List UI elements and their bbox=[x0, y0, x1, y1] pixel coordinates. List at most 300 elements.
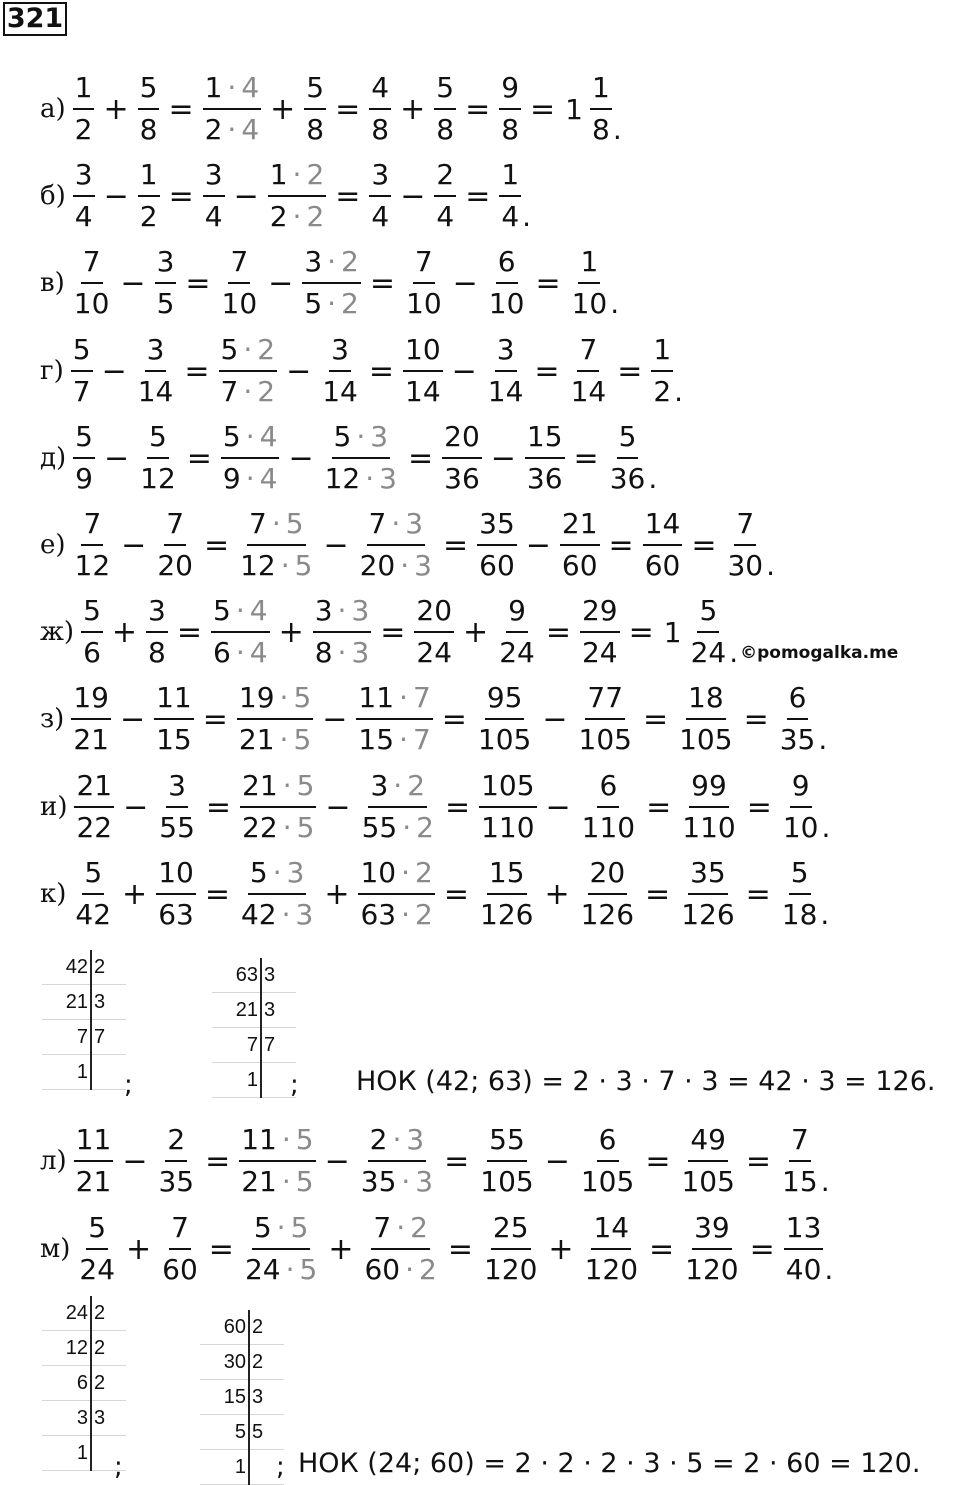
item-label: з) bbox=[40, 704, 65, 734]
multiply-sign: · bbox=[292, 158, 302, 191]
numerator bbox=[247, 504, 306, 546]
factor-row bbox=[212, 1063, 296, 1098]
operator: = bbox=[335, 178, 361, 214]
denominator bbox=[362, 1250, 438, 1290]
numerator bbox=[358, 853, 434, 895]
denominator: 14 bbox=[487, 375, 524, 408]
lcm-line: НОК (42; 63) = 2 · 3 · 7 · 3 = 42 · 3 = 126. bbox=[356, 1066, 936, 1097]
operator: − bbox=[233, 178, 259, 214]
numerator: 3 bbox=[369, 155, 391, 197]
factor: 10 bbox=[360, 856, 397, 889]
numerator: 18 bbox=[686, 678, 726, 720]
denominator bbox=[221, 459, 280, 499]
denominator: 110 bbox=[581, 811, 636, 844]
fraction bbox=[301, 68, 329, 150]
denominator: 105 bbox=[477, 723, 532, 756]
denominator bbox=[240, 808, 316, 848]
dividend: 1 bbox=[42, 1436, 91, 1471]
expression-row bbox=[40, 1120, 830, 1202]
dividend: 7 bbox=[212, 1028, 261, 1063]
multiplier: 3 bbox=[406, 1123, 425, 1156]
denominator: 105 bbox=[580, 1165, 635, 1198]
factor: 5 bbox=[304, 287, 323, 320]
factor-row bbox=[42, 1055, 126, 1090]
numerator bbox=[368, 1120, 427, 1162]
denominator: 8 bbox=[436, 113, 455, 146]
item-label: г) bbox=[40, 356, 64, 386]
fraction bbox=[208, 591, 273, 673]
dividend: 30 bbox=[200, 1345, 249, 1380]
operator: + bbox=[270, 91, 296, 127]
fraction bbox=[70, 504, 116, 586]
fraction bbox=[587, 68, 615, 150]
multiplier: 2 bbox=[257, 375, 276, 408]
numerator: 20 bbox=[414, 591, 454, 633]
denominator: 60 bbox=[561, 549, 598, 582]
factor: 5 bbox=[213, 594, 231, 627]
operator: = bbox=[168, 91, 194, 127]
dividend: 5 bbox=[200, 1415, 249, 1450]
multiplier: 5 bbox=[294, 549, 313, 582]
multiply-sign: · bbox=[327, 245, 337, 278]
fraction bbox=[200, 68, 265, 150]
denominator: 12 bbox=[140, 462, 176, 495]
denominator: 4 bbox=[371, 200, 390, 233]
numerator: 35 bbox=[688, 853, 728, 895]
period: . bbox=[824, 1253, 834, 1286]
expression-row bbox=[40, 853, 829, 935]
numerator: 5 bbox=[304, 68, 326, 110]
numerator bbox=[221, 417, 280, 459]
operator: = bbox=[749, 1231, 775, 1267]
operator: − bbox=[286, 353, 312, 389]
factor-row bbox=[42, 1020, 126, 1055]
numerator: 5 bbox=[71, 330, 93, 372]
denominator: 35 bbox=[158, 1165, 195, 1198]
operator: = bbox=[465, 91, 491, 127]
multiply-sign: · bbox=[245, 420, 255, 453]
factor-row bbox=[200, 1345, 284, 1380]
numerator: 3 bbox=[73, 155, 95, 197]
numerator: 35 bbox=[477, 504, 517, 546]
fraction bbox=[605, 417, 651, 499]
item-label: л) bbox=[40, 1146, 67, 1176]
denominator bbox=[219, 372, 278, 412]
denominator: 8 bbox=[371, 113, 390, 146]
multiply-sign: · bbox=[243, 375, 253, 408]
denominator: 35 bbox=[779, 723, 816, 756]
fraction bbox=[234, 678, 316, 760]
fraction bbox=[68, 678, 114, 760]
fraction bbox=[775, 678, 821, 760]
factor: 22 bbox=[242, 811, 278, 844]
multiplier: 5 bbox=[296, 811, 315, 844]
fraction bbox=[522, 417, 568, 499]
fraction bbox=[439, 417, 485, 499]
operator: = bbox=[205, 789, 232, 825]
factor: 5 bbox=[249, 856, 268, 889]
factor: 21 bbox=[242, 769, 278, 802]
multiply-sign: · bbox=[399, 723, 408, 756]
factor: 7 bbox=[249, 507, 267, 540]
numerator bbox=[211, 591, 270, 633]
factor: 21 bbox=[238, 723, 275, 756]
numerator: 21 bbox=[74, 766, 114, 808]
factor: 7 bbox=[368, 507, 387, 540]
denominator: 30 bbox=[727, 549, 764, 582]
denominator: 20 bbox=[157, 549, 193, 582]
factorization-table bbox=[212, 958, 296, 1098]
denominator: 126 bbox=[580, 898, 635, 931]
denominator bbox=[203, 110, 262, 150]
multiplier: 3 bbox=[351, 636, 370, 669]
multiply-sign: · bbox=[282, 769, 292, 802]
operator: = bbox=[447, 1231, 473, 1267]
denominator: 55 bbox=[159, 811, 195, 844]
expression-row bbox=[40, 591, 898, 673]
fraction bbox=[70, 853, 116, 935]
fraction bbox=[157, 1208, 203, 1290]
denominator bbox=[360, 808, 436, 848]
denominator bbox=[243, 1250, 319, 1290]
factor: 3 bbox=[304, 245, 323, 278]
prime-factor: 3 bbox=[91, 985, 126, 1020]
fraction bbox=[431, 155, 459, 237]
prime-factor: 2 bbox=[249, 1310, 284, 1345]
numerator bbox=[356, 678, 432, 720]
operator: − bbox=[121, 527, 147, 563]
fraction bbox=[566, 330, 612, 412]
denominator: 2 bbox=[139, 200, 158, 233]
fraction bbox=[476, 766, 539, 848]
fraction bbox=[265, 155, 330, 237]
numerator: 20 bbox=[442, 417, 482, 459]
multiply-sign: · bbox=[281, 898, 291, 931]
denominator bbox=[237, 720, 313, 760]
numerator: 77 bbox=[585, 678, 625, 720]
numerator bbox=[203, 68, 262, 110]
multiply-sign: · bbox=[392, 1123, 402, 1156]
fraction bbox=[236, 1120, 318, 1202]
multiplier: 7 bbox=[412, 681, 431, 714]
fraction bbox=[431, 68, 459, 150]
factor: 20 bbox=[359, 549, 396, 582]
numerator: 6 bbox=[597, 1120, 619, 1162]
numerator: 10 bbox=[403, 330, 443, 372]
fraction bbox=[494, 591, 540, 673]
multiply-sign: · bbox=[399, 681, 408, 714]
multiply-sign: · bbox=[337, 636, 347, 669]
prime-factor: 3 bbox=[261, 958, 296, 993]
denominator: 10 bbox=[406, 287, 442, 320]
numerator: 7 bbox=[789, 1120, 811, 1162]
factor: 42 bbox=[240, 898, 277, 931]
multiplier: 4 bbox=[259, 462, 278, 495]
denominator: 5 bbox=[156, 287, 175, 320]
fraction bbox=[401, 242, 447, 324]
multiply-sign: · bbox=[235, 636, 245, 669]
operator: − bbox=[400, 178, 426, 214]
numerator: 1 bbox=[578, 242, 600, 284]
operator: + bbox=[544, 876, 570, 912]
fraction bbox=[777, 853, 823, 935]
item-label: к) bbox=[40, 879, 67, 909]
denominator bbox=[238, 546, 314, 586]
operator: − bbox=[103, 178, 129, 214]
denominator: 105 bbox=[679, 723, 733, 756]
numerator: 7 bbox=[413, 242, 435, 284]
numerator: 95 bbox=[485, 678, 525, 720]
factor: 9 bbox=[222, 462, 241, 495]
multiplier: 5 bbox=[299, 1253, 318, 1286]
multiply-sign: · bbox=[227, 113, 237, 146]
fraction bbox=[153, 853, 199, 935]
period: . bbox=[610, 287, 620, 320]
multiply-sign: · bbox=[337, 594, 347, 627]
multiply-sign: · bbox=[365, 462, 375, 495]
numerator: 9 bbox=[506, 591, 528, 633]
fraction bbox=[154, 766, 200, 848]
period: . bbox=[818, 723, 828, 756]
expression-row bbox=[40, 417, 657, 499]
operator: − bbox=[323, 527, 349, 563]
operator: = bbox=[465, 178, 491, 214]
multiplier: 3 bbox=[405, 507, 424, 540]
multiply-sign: · bbox=[281, 1123, 291, 1156]
operator: + bbox=[548, 1231, 574, 1267]
operator: − bbox=[322, 701, 348, 737]
operator: = bbox=[745, 1143, 772, 1179]
numerator: 9 bbox=[790, 766, 812, 808]
fraction bbox=[71, 766, 117, 848]
numerator: 1 bbox=[138, 155, 160, 197]
fraction bbox=[237, 766, 319, 848]
denominator: 120 bbox=[685, 1253, 739, 1286]
multiplier: 2 bbox=[415, 856, 433, 889]
expression-row bbox=[40, 766, 830, 848]
denominator bbox=[211, 633, 270, 673]
fraction bbox=[152, 504, 198, 586]
expression-row bbox=[40, 155, 531, 237]
prime-factor bbox=[91, 1055, 126, 1090]
factor: 60 bbox=[364, 1253, 401, 1286]
prime-factor: 2 bbox=[91, 1296, 126, 1331]
fraction bbox=[355, 504, 437, 586]
fraction bbox=[135, 68, 163, 150]
factor: 19 bbox=[238, 681, 275, 714]
factor: 2 bbox=[369, 1123, 388, 1156]
fraction bbox=[70, 68, 98, 150]
fraction bbox=[366, 68, 394, 150]
operator: = bbox=[208, 1231, 234, 1267]
dividend: 7 bbox=[42, 1020, 91, 1055]
fraction bbox=[153, 1120, 199, 1202]
operator: = bbox=[535, 265, 561, 301]
denominator bbox=[359, 1162, 435, 1202]
denominator: 12 bbox=[74, 549, 111, 582]
multiplier: 4 bbox=[249, 636, 268, 669]
numerator bbox=[219, 330, 278, 372]
denominator: 10 bbox=[221, 287, 258, 320]
prime-factor: 2 bbox=[249, 1345, 284, 1380]
fraction bbox=[484, 242, 530, 324]
fraction bbox=[640, 504, 686, 586]
fraction bbox=[557, 504, 603, 586]
numerator bbox=[239, 1120, 315, 1162]
semicolon: ; bbox=[276, 1452, 285, 1482]
fraction bbox=[781, 1208, 827, 1290]
period: . bbox=[820, 898, 830, 931]
denominator: 36 bbox=[609, 462, 646, 495]
prime-factor: 7 bbox=[91, 1020, 126, 1055]
factor: 5 bbox=[253, 1211, 272, 1244]
numerator: 3 bbox=[146, 591, 168, 633]
fraction bbox=[483, 330, 529, 412]
multiply-sign: · bbox=[235, 594, 245, 627]
fraction bbox=[70, 417, 98, 499]
numerator bbox=[368, 766, 427, 808]
factor-row bbox=[200, 1310, 284, 1345]
factorization-table bbox=[42, 1296, 126, 1471]
operator: = bbox=[617, 353, 643, 389]
operator: = bbox=[176, 614, 202, 650]
multiply-sign: · bbox=[356, 420, 366, 453]
fraction bbox=[496, 155, 524, 237]
fraction bbox=[355, 853, 437, 935]
numerator bbox=[371, 1208, 430, 1250]
operator: = bbox=[186, 440, 212, 476]
factor-row bbox=[200, 1380, 284, 1415]
dividend: 1 bbox=[42, 1055, 91, 1090]
factor: 12 bbox=[324, 462, 361, 495]
item-label: б) bbox=[40, 181, 66, 211]
fraction bbox=[236, 853, 318, 935]
fraction bbox=[686, 591, 732, 673]
factorization-table bbox=[42, 950, 126, 1090]
multiply-sign: · bbox=[391, 507, 401, 540]
multiplier: 2 bbox=[341, 287, 359, 320]
operator: = bbox=[746, 789, 772, 825]
fraction bbox=[299, 242, 364, 324]
multiplier: 2 bbox=[341, 245, 359, 278]
prime-factor: 7 bbox=[261, 1028, 296, 1063]
operator: = bbox=[407, 440, 434, 476]
multiply-sign: · bbox=[271, 507, 281, 540]
numerator bbox=[332, 417, 391, 459]
fraction bbox=[317, 330, 363, 412]
numerator: 5 bbox=[73, 417, 95, 459]
fraction bbox=[135, 155, 163, 237]
denominator: 22 bbox=[76, 811, 113, 844]
denominator: 4 bbox=[204, 200, 223, 233]
whole-part: 1 bbox=[565, 92, 583, 126]
operator: = bbox=[646, 789, 672, 825]
operator: = bbox=[645, 1143, 671, 1179]
numerator: 2 bbox=[434, 155, 456, 197]
denominator: 110 bbox=[481, 811, 535, 844]
operator: = bbox=[444, 789, 471, 825]
fraction bbox=[310, 591, 375, 673]
numerator: 5 bbox=[789, 853, 811, 895]
multiplier: 4 bbox=[241, 113, 260, 146]
multiplier: 2 bbox=[416, 811, 434, 844]
factor: 63 bbox=[360, 898, 397, 931]
period: . bbox=[729, 636, 739, 669]
denominator bbox=[302, 284, 361, 324]
multiplier: 4 bbox=[259, 420, 278, 453]
denominator: 63 bbox=[158, 898, 194, 931]
fraction bbox=[216, 330, 281, 412]
expression-row bbox=[40, 330, 683, 412]
numerator: 5 bbox=[86, 1208, 108, 1250]
operator: = bbox=[184, 353, 210, 389]
operator: + bbox=[463, 614, 489, 650]
fraction bbox=[411, 591, 457, 673]
multiplier: 4 bbox=[249, 594, 268, 627]
multiply-sign: · bbox=[400, 549, 410, 582]
multiply-sign: · bbox=[227, 71, 237, 104]
fraction bbox=[353, 678, 435, 760]
watermark: ©pomogalka.me bbox=[740, 643, 899, 663]
item-label: д) bbox=[40, 443, 67, 473]
numerator: 7 bbox=[81, 504, 103, 546]
operator: − bbox=[451, 353, 477, 389]
multiply-sign: · bbox=[280, 549, 290, 582]
fraction bbox=[680, 1208, 743, 1290]
operator: − bbox=[324, 1143, 350, 1179]
multiplier: 2 bbox=[306, 200, 325, 233]
factor-row bbox=[200, 1450, 284, 1485]
numerator: 3 bbox=[145, 330, 167, 372]
multiply-sign: · bbox=[401, 898, 411, 931]
numerator: 3 bbox=[203, 155, 225, 197]
multiplier: 5 bbox=[293, 723, 312, 756]
item-label: е) bbox=[40, 530, 66, 560]
factor: 24 bbox=[244, 1253, 281, 1286]
fraction bbox=[674, 678, 737, 760]
numerator bbox=[302, 242, 361, 284]
numerator: 5 bbox=[81, 591, 103, 633]
numerator: 15 bbox=[487, 853, 527, 895]
fraction bbox=[473, 678, 536, 760]
operator: = bbox=[444, 1143, 470, 1179]
multiplier: 3 bbox=[295, 898, 314, 931]
denominator: 24 bbox=[416, 636, 453, 669]
denominator: 15 bbox=[782, 1165, 818, 1198]
numerator: 14 bbox=[643, 504, 683, 546]
numerator: 3 bbox=[329, 330, 351, 372]
multiplier: 3 bbox=[414, 549, 432, 582]
denominator: 36 bbox=[526, 462, 563, 495]
multiplier: 2 bbox=[415, 898, 433, 931]
operator: − bbox=[122, 1143, 148, 1179]
fraction bbox=[676, 1120, 739, 1202]
semicolon: ; bbox=[114, 1452, 123, 1482]
numerator bbox=[268, 155, 327, 197]
prime-factor: 2 bbox=[91, 1366, 126, 1401]
numerator: 5 bbox=[147, 417, 169, 459]
operator: = bbox=[441, 701, 467, 737]
multiply-sign: · bbox=[279, 723, 289, 756]
denominator: 126 bbox=[480, 898, 534, 931]
denominator: 8 bbox=[148, 636, 166, 669]
item-label: ж) bbox=[40, 617, 75, 647]
numerator bbox=[367, 504, 426, 546]
numerator: 21 bbox=[560, 504, 600, 546]
factor-row bbox=[212, 958, 296, 993]
operator: = bbox=[368, 353, 394, 389]
fraction bbox=[152, 242, 180, 324]
